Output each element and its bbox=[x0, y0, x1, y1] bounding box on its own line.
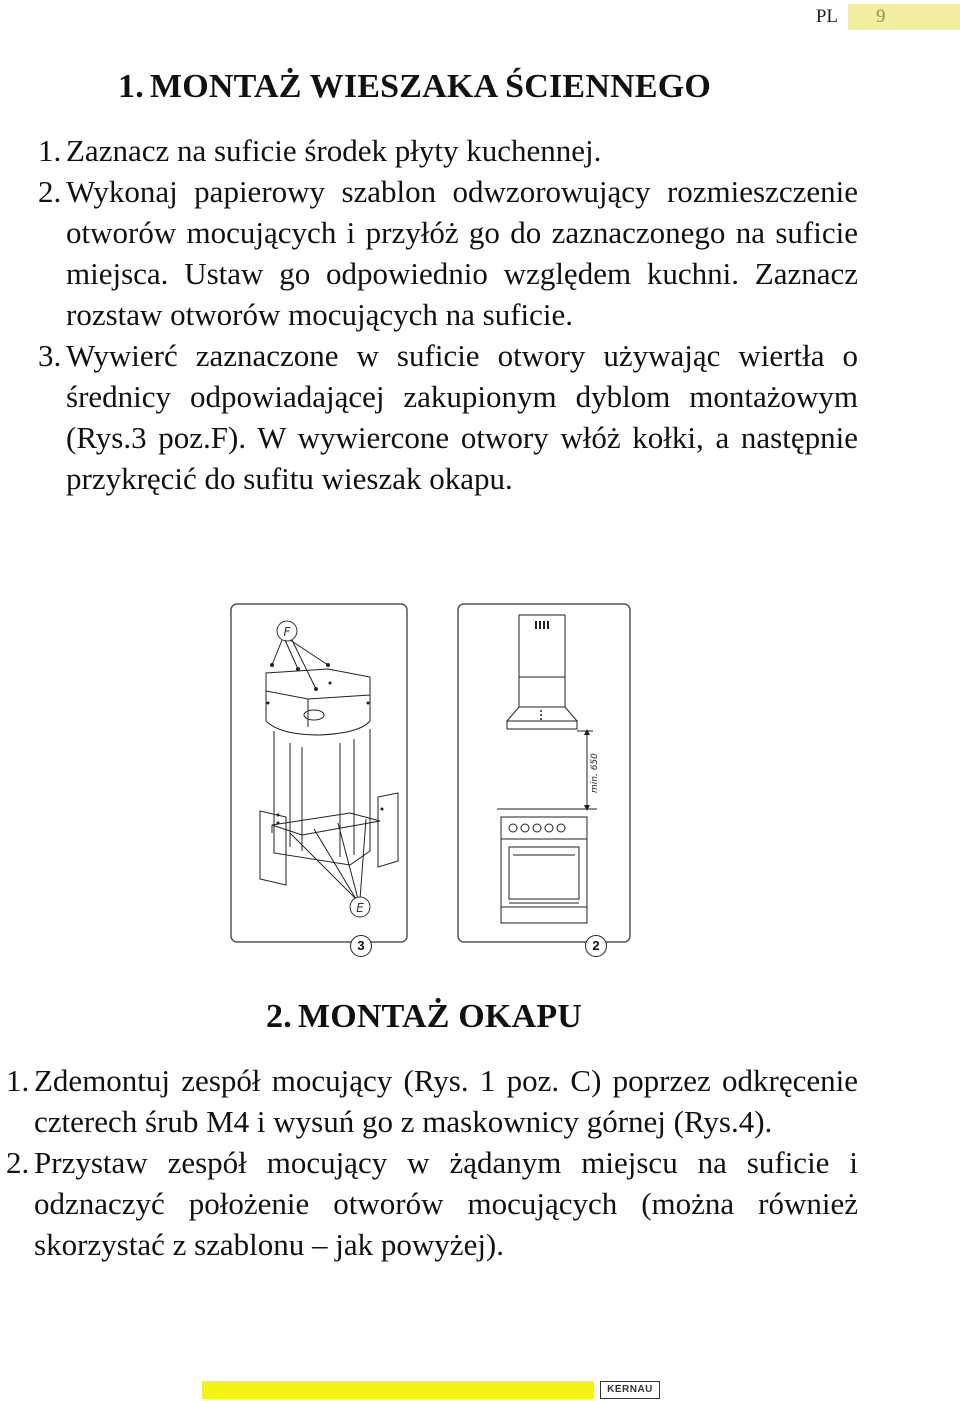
page-header bbox=[816, 4, 960, 30]
section-1-title: MONTAŻ WIESZAKA ŚCIENNEGO bbox=[149, 68, 711, 105]
brand-logo: KERNAU bbox=[600, 1381, 660, 1399]
figure-3-drawing bbox=[230, 603, 408, 943]
label-e: E bbox=[356, 901, 364, 915]
list-item-text: Zaznacz na suficie środek płyty kuchennej. bbox=[66, 133, 602, 168]
section-2-heading bbox=[266, 998, 582, 1036]
figure-2-drawing bbox=[457, 603, 631, 943]
list-item-number: 2. bbox=[6, 1145, 30, 1180]
language-label: PL bbox=[815, 6, 838, 27]
section-2-list bbox=[6, 1060, 858, 1265]
list-item-number: 2. bbox=[38, 174, 62, 209]
section-1-number: 1. bbox=[118, 68, 144, 105]
list-item bbox=[6, 1142, 858, 1265]
figure-3-number: 3 bbox=[350, 935, 372, 957]
list-item bbox=[6, 1060, 858, 1142]
list-item-text: Zdemontuj zespół mocujący (Rys. 1 poz. C) poprzez odkręcenie czterech śrub M4 i wysuń go z maskownicy górnej (Rys.4). bbox=[34, 1063, 858, 1139]
list-item-text: Wywierć zaznaczone w suficie otwory używając wiertła o średnicy odpowiadającej zakupionym dyblom montażowym (Rys.3 poz.F). W wywiercone otwory włóż kołki, a następnie przykręcić do sufitu wieszak okapu. bbox=[66, 338, 858, 496]
list-item-number: 1. bbox=[38, 133, 62, 168]
dimension-label: min. 650 bbox=[590, 753, 600, 793]
list-item-text: Wykonaj papierowy szablon odwzorowujący rozmieszczenie otworów mocujących i przyłóż go do zaznaczonego na suficie miejsca. Ustaw go odpowiednio względem kuchni. Zaznacz rozstaw otworów mocujących na suficie. bbox=[66, 174, 858, 332]
page-number: 9 bbox=[848, 4, 960, 30]
section-2-number: 2. bbox=[266, 998, 292, 1035]
list-item-number: 1. bbox=[6, 1063, 30, 1098]
figure-2-hood-height-illustration bbox=[457, 603, 631, 953]
list-item-text: Przystaw zespół mocujący w żądanym miejscu na suficie i odznaczyć położenie otworów mocujących (można również skorzystać z szablonu – jak powyżej). bbox=[34, 1145, 858, 1262]
label-f: F bbox=[283, 625, 291, 639]
section-1-list bbox=[38, 130, 858, 499]
figure-3-bracket-illustration bbox=[230, 603, 408, 953]
list-item-number: 3. bbox=[38, 338, 62, 373]
list-item bbox=[38, 335, 858, 499]
footer-bar bbox=[202, 1381, 594, 1399]
figure-2-number: 2 bbox=[585, 935, 607, 957]
list-item bbox=[38, 171, 858, 335]
list-item bbox=[38, 130, 858, 171]
section-2-title: MONTAŻ OKAPU bbox=[297, 998, 583, 1035]
section-1-heading bbox=[118, 68, 711, 106]
